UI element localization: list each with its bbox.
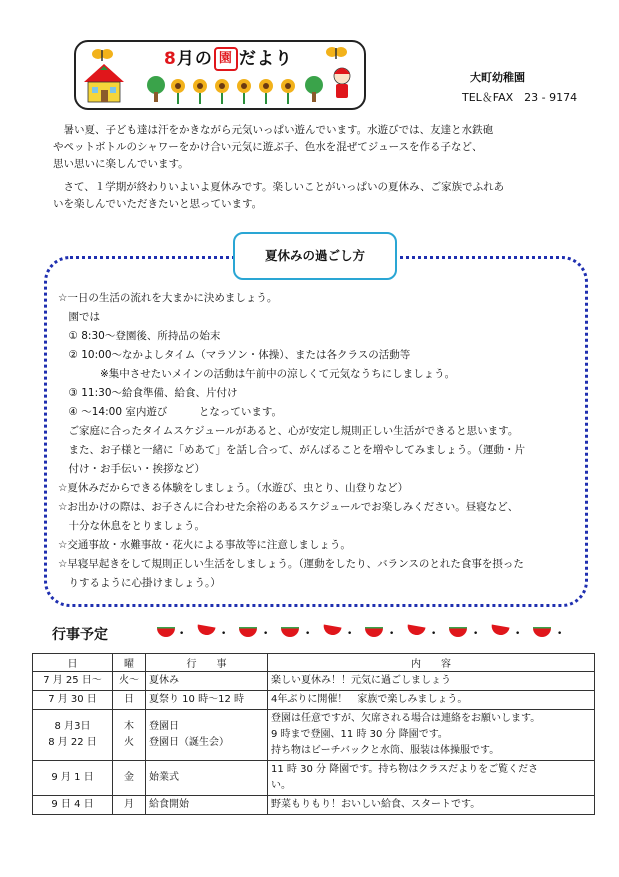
table-row — [33, 761, 595, 796]
section-line: ④ ～14:00 室内遊び となっています。 — [58, 406, 283, 418]
section-line: また、お子様と一緒に「めあて」を話し合って、がんばることを増やしてみましょう。（運動・片 — [58, 444, 526, 456]
watermelon-slice-icon — [157, 628, 175, 637]
butterfly-icon — [326, 47, 347, 59]
event-cell: 給食開始 — [146, 796, 268, 815]
tree-icon — [147, 76, 165, 102]
intro-line: 暑い夏、子ども達は汗をかきながら元気いっぱい遊んでいます。水遊びでは、友達と水鉄砲 — [53, 124, 494, 136]
section-line: ① 8:30～登園後、所持品の始末 — [58, 330, 221, 342]
date-cell: 7 月 25 日～ — [33, 672, 113, 691]
event-cell: 夏祭り 10 時～12 時 — [146, 691, 268, 710]
table-header-row — [33, 654, 595, 672]
watermelon-slice-icon — [406, 624, 425, 636]
section-line: ☆早寝早起きをして規則正しい生活をしましょう。（運動をしたり、バランスのとれた食事を摂った — [58, 558, 524, 570]
day-cell: 木 火 — [113, 710, 146, 761]
content-cell: 野菜もりもり！おいしい給食、スタートです。 — [268, 796, 595, 815]
event-cell: 登園日 登園日（誕生会） — [146, 710, 268, 761]
date-cell: 7 月 30 日 — [33, 691, 113, 710]
date-cell: 9 月 1 日 — [33, 761, 113, 796]
section-line: ※集中させたいメインの活動は午前中の涼しくて元気なうちにしましょう。 — [58, 368, 456, 380]
watermelon-slice-icon — [365, 628, 383, 637]
sunflower-icon — [237, 79, 251, 104]
section-heading: 夏休みの過ごし方 — [233, 232, 397, 280]
tel-fax: TEL＆FAX 23 - 9174 — [462, 91, 578, 104]
svg-text:•: • — [347, 629, 353, 639]
sunflower-icon — [259, 79, 273, 104]
svg-text:•: • — [431, 629, 437, 639]
day-cell: 金 — [113, 761, 146, 796]
section-line: 付け・お手伝い・挨拶など） — [58, 463, 205, 475]
intro-line: やペットボトルのシャワーをかけ合い元気に遊ぶ子、色水を混ぜてジュースを作る子など、 — [53, 141, 483, 153]
svg-text:•: • — [473, 629, 479, 639]
table-row — [33, 710, 595, 761]
butterfly-icon — [92, 49, 113, 61]
sunflower-icon — [215, 79, 229, 104]
intro-line: さて、１学期が終わりいよいよ夏休みです。楽しいことがいっぱいの夏休み、ご家族でふれあ — [53, 181, 505, 193]
watermelon-slice-icon — [449, 628, 467, 637]
intro-line: 思い思いに楽しんでいます。 — [53, 158, 189, 170]
school-building-icon — [84, 64, 124, 102]
schedule-table — [32, 653, 595, 815]
section-line: 十分な休息をとりましょう。 — [58, 520, 205, 532]
date-cell: 9 日 4 日 — [33, 796, 113, 815]
section-line: ☆お出かけの際は、お子さんに合わせた余裕のあるスケジュールでお楽しみください。昼寝など、 — [58, 501, 519, 513]
watermelon-slice-icon — [490, 624, 509, 636]
content-cell: 11 時 30 分 降園です。持ち物はクラスだよりをご覧くださ い。 — [268, 761, 595, 796]
svg-text:•: • — [557, 629, 563, 639]
column-header-event: 行 事 — [146, 654, 268, 672]
watermelon-slice-icon — [322, 624, 341, 636]
section-line: ② 10:00～なかよしタイム（マラソン・体操）、または各クラスの活動等 — [58, 349, 411, 361]
svg-text:•: • — [179, 629, 185, 639]
section-line: ③ 11:30～給食準備、給食、片付け — [58, 387, 238, 399]
svg-text:•: • — [305, 629, 311, 639]
event-cell: 夏休み — [146, 672, 268, 691]
event-cell: 始業式 — [146, 761, 268, 796]
watermelon-slice-icon — [533, 628, 551, 637]
table-row — [33, 691, 595, 710]
table-row — [33, 796, 595, 815]
section-line: ☆一日の生活の流れを大まかに決めましょう。 — [58, 292, 278, 304]
sunflower-icon — [193, 79, 207, 104]
svg-text:•: • — [263, 629, 269, 639]
day-cell: 日 — [113, 691, 146, 710]
svg-text:•: • — [389, 629, 395, 639]
day-cell: 月 — [113, 796, 146, 815]
section-line: 園では — [58, 311, 100, 323]
child-icon — [334, 68, 350, 98]
content-cell: 楽しい夏休み！！元気に過ごしましょう — [268, 672, 595, 691]
content-cell: 登園は任意ですが、欠席される場合は連絡をお願いします。 9 時まで登園、11 時 30 分 降園です。 持ち物はビーチバックと水筒、服装は体操服です。 — [268, 710, 595, 761]
section-line: ☆夏休みだからできる体験をしましょう。（水遊び、虫とり、山登りなど） — [58, 482, 409, 494]
watermelon-slice-icon — [239, 628, 257, 637]
content-cell: 4年ぶりに開催！ 家族で楽しみましょう。 — [268, 691, 595, 710]
date-cell: 8 月3日 8 月 22 日 — [33, 710, 113, 761]
column-header-date: 日 — [33, 654, 113, 672]
section-line: りするように心掛けましょう。） — [58, 577, 221, 589]
sunflower-icon — [171, 79, 185, 104]
schedule-title: 行事予定 — [52, 627, 108, 643]
tree-icon — [305, 76, 323, 102]
column-header-content: 内 容 — [268, 654, 595, 672]
column-header-day: 曜 — [113, 654, 146, 672]
svg-text:•: • — [221, 629, 227, 639]
svg-text:•: • — [515, 629, 521, 639]
watermelon-slice-icon — [196, 624, 215, 636]
title-boxed-char: 園 — [214, 47, 238, 71]
section-line: ☆交通事故・水難事故・花火による事故等に注意しましょう。 — [58, 539, 351, 551]
table-row — [33, 672, 595, 691]
watermelon-row-decoration — [157, 622, 577, 642]
watermelon-slice-icon — [281, 628, 299, 637]
intro-line: いを楽しんでいただきたいと思っています。 — [53, 198, 263, 210]
sunflower-icon — [281, 79, 295, 104]
page-title: 8月の 園 だより — [164, 49, 293, 69]
day-cell: 火～ — [113, 672, 146, 691]
school-name: 大町幼稚園 — [470, 71, 525, 84]
section-line: ご家庭に合ったタイムスケジュールがあると、心が安定し規則正しい生活ができると思います。 — [58, 425, 519, 437]
